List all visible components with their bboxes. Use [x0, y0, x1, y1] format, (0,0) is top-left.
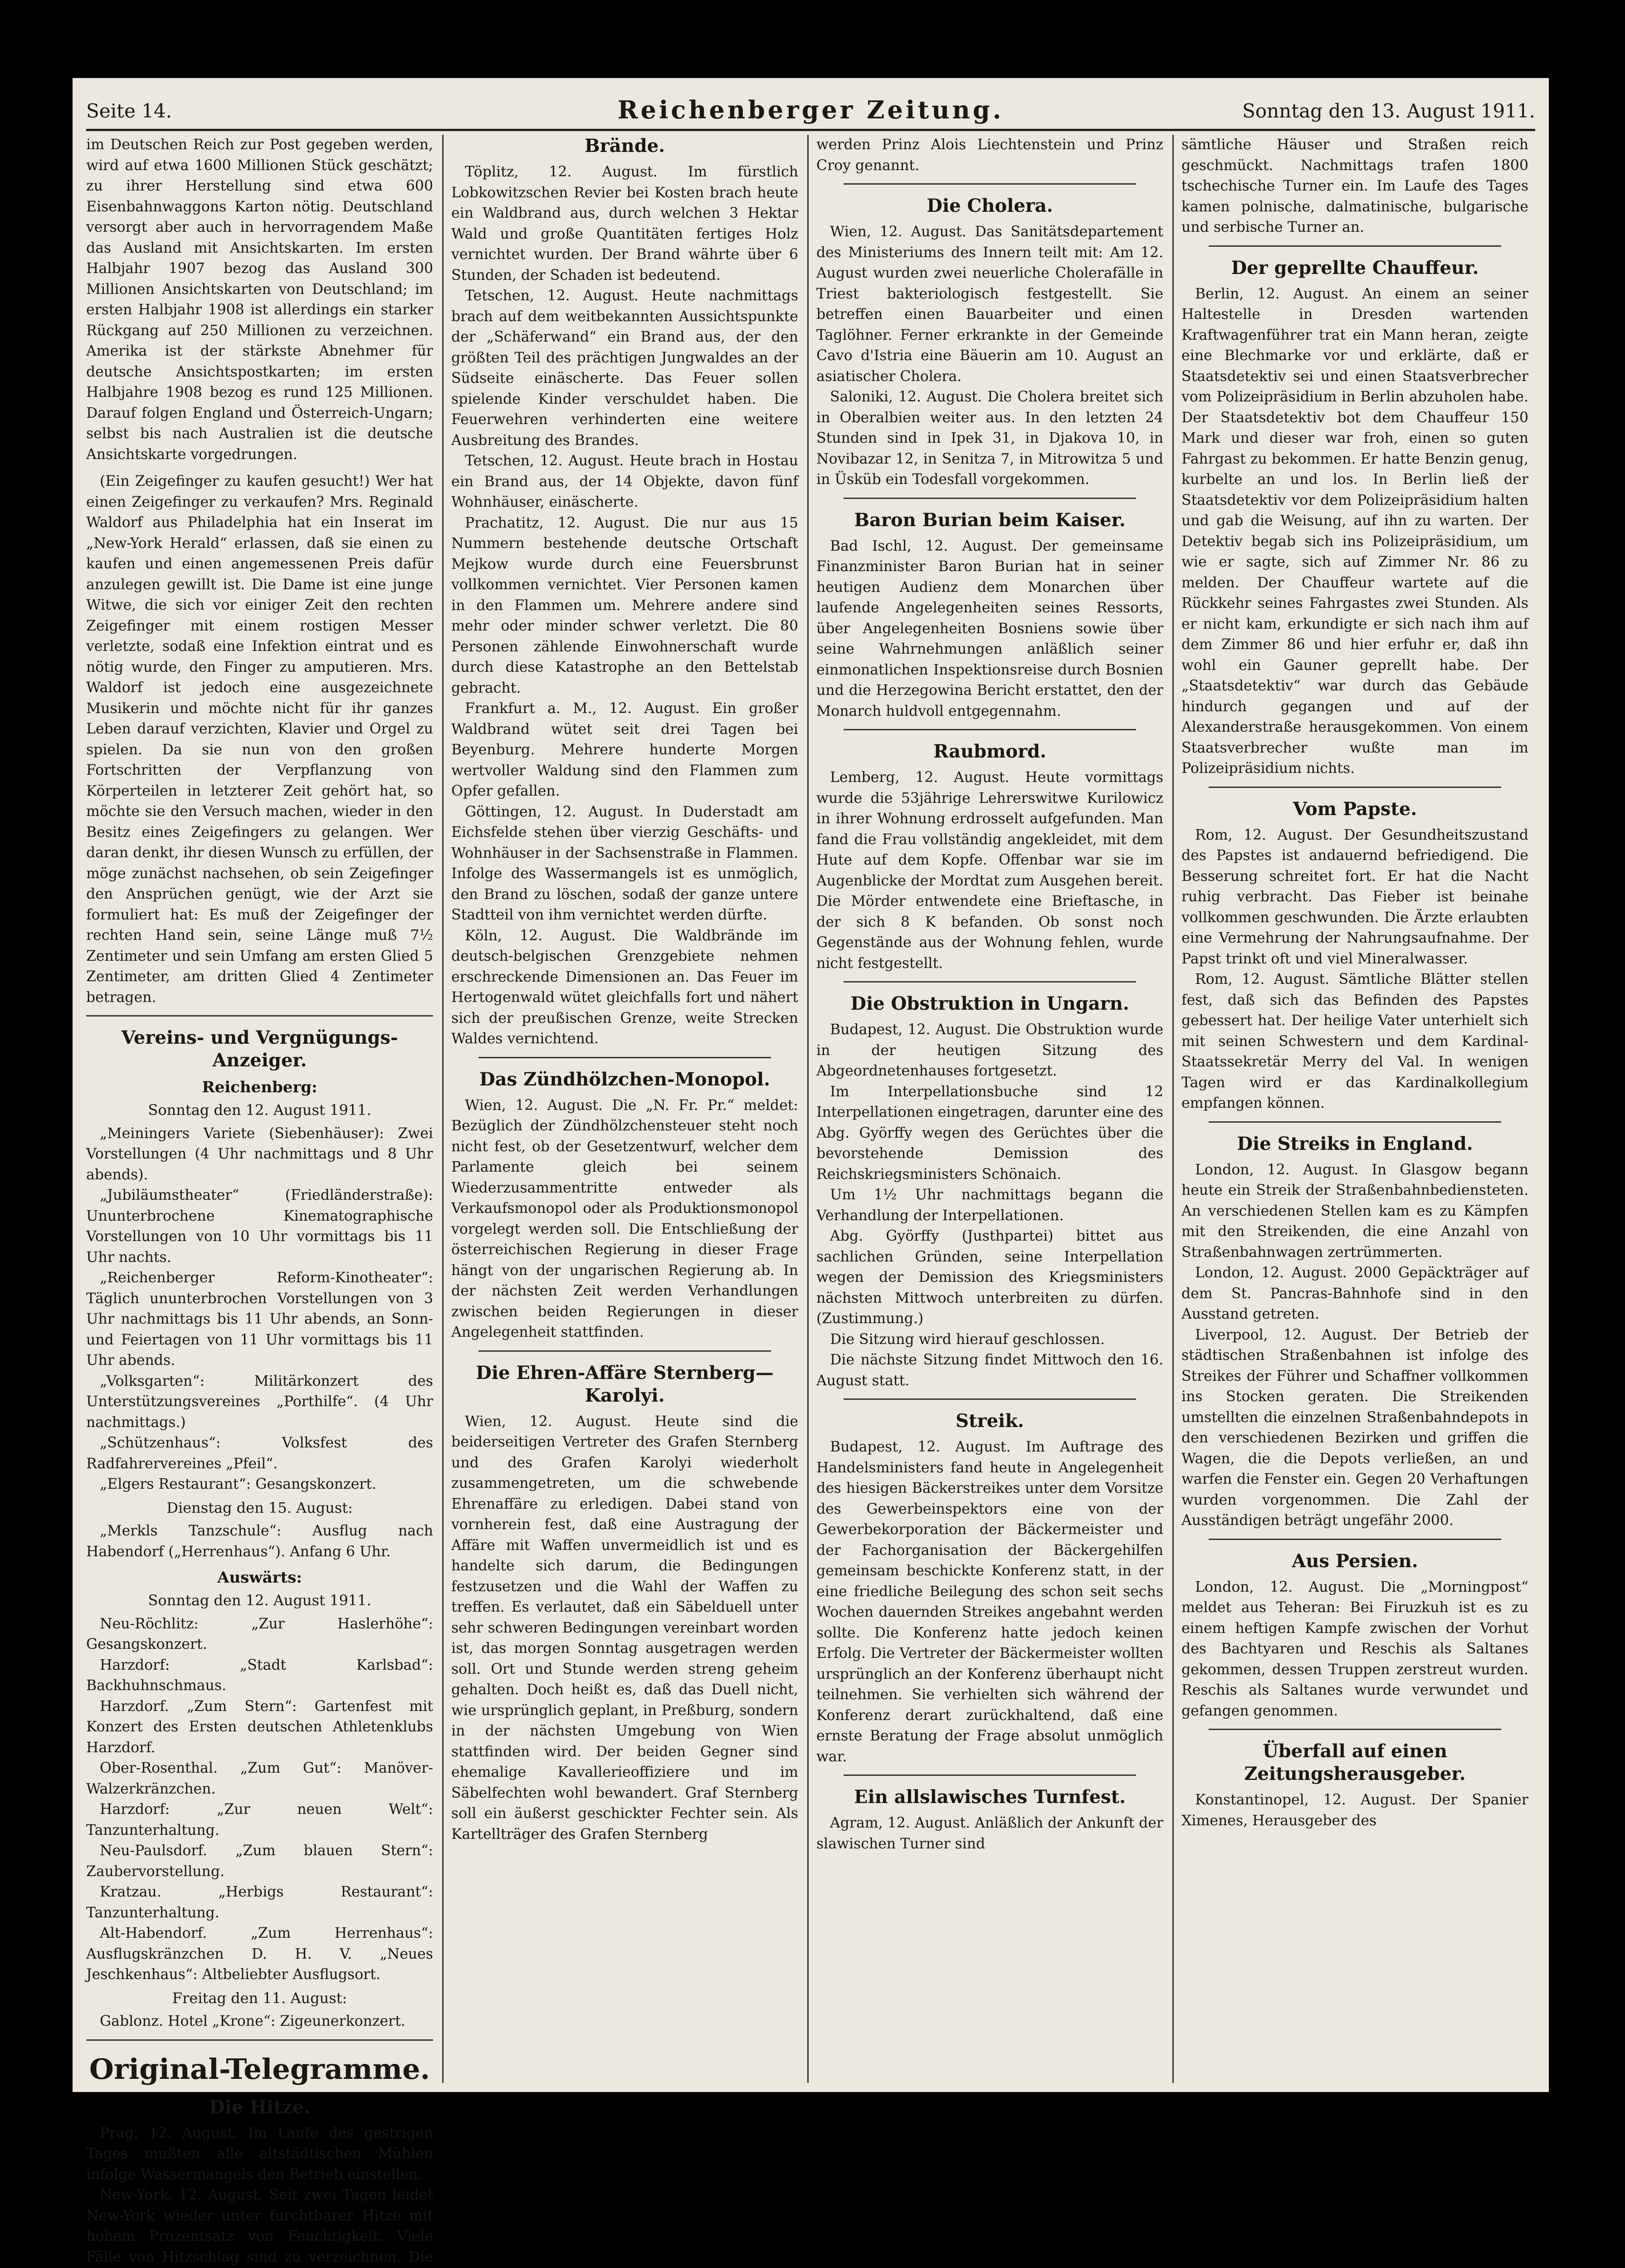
listing: Kratzau. „Herbigs Restaurant“: Tanzunterhaltung. — [86, 1884, 433, 1921]
telegrams-heading: Original-Telegramme. — [89, 2052, 430, 2086]
article-paragraph: Um 1½ Uhr nachmittags begann die Verhandlung der Interpellationen. — [816, 1187, 1163, 1224]
section-divider — [1209, 1121, 1501, 1123]
listing: Neu-Röchlitz: „Zur Haslerhöhe“: Gesangskonzert. — [86, 1615, 433, 1652]
listing: Ober-Rosenthal. „Zum Gut“: Manöver-Walzerkränzchen. — [86, 1760, 433, 1797]
listing: „Meiningers Variete (Siebenhäuser): Zwei Vorstellungen (4 Uhr nachmittags und 8 Uhr abends). — [86, 1125, 433, 1183]
issue-date: Sonntag den 13. August 1911. — [1242, 100, 1535, 122]
article-paragraph: Bad Ischl, 12. August. Der gemeinsame Finanzminister Baron Burian hat in seiner heutigen Audienz dem Monarchen über laufende Angelegenheiten seines Ressorts, über Angelegenheiten Bosniens sowie über seine Wahrnehmungen anläßlich seiner einmonatlichen Inspektionsreise durch Bosnien und die Herzegowina Bericht erstattet, den der Monarch huldvoll entgegennahm. — [816, 538, 1163, 719]
article-paragraph: London, 12. August. In Glasgow begann heute ein Streik der Straßenbahnbediensteten. An verschiedenen Stellen kam es zu Kämpfen mit den Streikenden, die eine Anzahl von Straßenbahnwagen zertrümmerten. — [1181, 1161, 1528, 1261]
article-paragraph: Göttingen, 12. August. In Duderstadt am Eichsfelde stehen über vierzig Geschäfts- und Wohnhäuser in der Sachsenstraße in Flammen. Infolge des Wassermangels ist es unmöglich, den Brand zu löschen, sodaß der ganze untere Stadtteil von ihm vernichtet werden dürfte. — [451, 803, 798, 923]
article-paragraph: Saloniki, 12. August. Die Cholera breitet sich in Oberalbien weiter aus. In den letzten 24 Stunden sind in Ipek 31, in Djakova 10, in Novibazar 12, in Senitza 7, in Mitrowitza 5 und in Üsküb ein Todesfall vorgekommen. — [816, 389, 1163, 488]
article-paragraph: Prag, 12. August. Im Laufe des gestrigen Tages mußten alle altstädtischen Mühlen infolge Wassermangels den Betrieb einstellen. — [86, 2125, 433, 2183]
article-heading: Brände. — [584, 135, 665, 156]
article-paragraph: Agram, 12. August. Anläßlich der Ankunft der slawischen Turner sind — [816, 1815, 1163, 1852]
header-rule — [86, 129, 1535, 131]
article-paragraph: Rom, 12. August. Der Gesundheitszustand des Papstes ist andauernd befriedigend. Die Besserung schreitet fort. Er hat die Nacht ruhig verbracht. Das Fieber ist beinahe vollkommen geschwunden. Die Ärzte erlaubten eine Vermehrung der Nahrungsaufnahme. Der Papst trinkt oft und viel Mineralwasser. — [1181, 826, 1528, 967]
column-4 — [1181, 135, 1528, 2087]
article-paragraph: Konstantinopel, 12. August. Der Spanier Ximenes, Herausgeber des — [1181, 1792, 1528, 1829]
listing: Harzdorf: „Stadt Karlsbad“: Backhuhnschmaus. — [86, 1657, 433, 1694]
listing: „Volksgarten“: Militärkonzert des Unterstützungsvereines „Porthilfe“. (4 Uhr nachmittags.) — [86, 1373, 433, 1431]
section-divider — [86, 1015, 433, 1017]
section-divider — [844, 1398, 1136, 1400]
section-divider — [1209, 787, 1501, 788]
listing: Harzdorf: „Zur neuen Welt“: Tanzunterhaltung. — [86, 1801, 433, 1838]
page-header — [86, 95, 1535, 127]
article-heading: Streik. — [956, 1410, 1024, 1432]
section-divider — [844, 498, 1136, 499]
article-paragraph: Berlin, 12. August. An einem an seiner Haltestelle in Dresden wartenden Kraftwagenführer trat ein Mann heran, zeigte eine Blechmarke vor und erklärte, daß er Staatsdetektiv sei und einen Staatsverbrecher vom Polizeipräsidium in Berlin abzuholen habe. Der Staatsdetektiv bot dem Chauffeur 150 Mark und dieser war froh, einen so guten Fahrgast zu bekommen. Er hatte Benzin genug, kurbelte an und los. In Berlin ließ der Staatsdetektiv vor dem Polizeipräsidium halten und gab die Weisung, auf ihn zu warten. Der Detektiv begab sich ins Polizeipräsidium, um wie er sagte, sich auf Zimmer Nr. 86 zu melden. Der Chauffeur wartete auf die Rückkehr seines Fahrgastes zwei Stunden. Als er nicht kam, erkundigte er sich nach ihm auf dem Zimmer 86 und hier erfuhr er, daß ihn wohl ein Gauner geprellt habe. Der „Staatsdetektiv“ war durch das Gebäude hindurch gegangen und auf der Alexanderstraße herausgekommen. Von einem Staatsverbrecher wußte man im Polizeipräsidium nichts. — [1181, 285, 1528, 777]
article-paragraph: New-York, 12. August. Seit zwei Tagen leidet New-York wieder unter furchtbarer Hitze mit hohem Prozentsatz von Feuchtigkeit. Viele Fälle von Hitzschlag sind zu verzeichnen. Die — [86, 2187, 433, 2265]
article-paragraph: Köln, 12. August. Die Waldbrände im deutsch-belgischen Grenzgebiete nehmen erschreckende Dimensionen an. Das Feuer im Hertogenwald wütet gleichfalls fort und nähert sich der preußischen Grenze, weite Strecken Waldes vernichtend. — [451, 927, 798, 1047]
article-paragraph: Budapest, 12. August. Die Obstruktion wurde in der heutigen Sitzung des Abgeordnetenhauses fortgesetzt. — [816, 1022, 1163, 1079]
column-3 — [816, 135, 1163, 2087]
article-paragraph: sämtliche Häuser und Straßen reich geschmückt. Nachmittags trafen 1800 tschechische Turner ein. Im Laufe des Tages kamen polnische, dalmatinische, bulgarische und serbische Turner an. — [1181, 137, 1528, 235]
article-heading: Das Zündhölzchen-Monopol. — [479, 1068, 771, 1090]
section-divider — [478, 1057, 771, 1058]
article-heading: Vom Papste. — [1293, 798, 1417, 820]
date-line: Sonntag den 12. August 1911. — [148, 1592, 371, 1609]
listing: „Merkls Tanzschule“: Ausflug nach Habendorf („Herrenhaus“). Anfang 6 Uhr. — [86, 1523, 433, 1560]
article-paragraph: werden Prinz Alois Liechtenstein und Prinz Croy genannt. — [816, 137, 1163, 174]
newspaper-page — [73, 78, 1549, 2265]
subheading: Auswärts: — [217, 1569, 302, 1587]
date-line: Dienstag den 15. August: — [166, 1499, 353, 1516]
article-heading: Die Streiks in England. — [1237, 1133, 1473, 1154]
article-paragraph: (Ein Zeigefinger zu kaufen gesucht!) Wer hat einen Zeigefinger zu verkaufen? Mrs. Reginald Waldorf aus Philadelphia hat ein Inserat im „New-York Herald“ erlassen, daß sie einen zu kaufen und einen angemessenen Preis dafür anzulegen gewillt ist. Die Dame ist eine junge Witwe, die sich vor einiger Zeit den rechten Zeigefinger mit einem rostigen Messer verletzte, sodaß eine Infektion eintrat und es nötig wurde, den Finger zu amputieren. Mrs. Waldorf ist jedoch eine ausgezeichnete Musikerin und möchte nicht für ihr ganzes Leben darauf verzichten, Klavier und Orgel zu spielen. Da sie nun von den großen Fortschritten der Verpflanzung von Körperteilen in letzterer Zeit gehört hat, so möchte sie den Versuch machen, wieder in den Besitz eines Zeigefingers zu gelangen. Wer daran denkt, ihr diesen Wunsch zu erfüllen, der möge zunächst nachsehen, ob sein Zeigefinger den Ansprüchen genügt, wie der Arzt sie formuliert hat: Es muß der Zeigefinger der rechten Hand sein, seine Länge muß 7½ Zentimeter und sein Umfang am ersten Glied 5 Zentimeter, am dritten Glied 4 Zentimeter betragen. — [86, 473, 433, 1006]
section-divider — [844, 183, 1136, 185]
article-paragraph: Im Interpellationsbuche sind 12 Interpellationen eingetragen, darunter eine des Abg. Györffy wegen des Gerüchtes über die bevorstehende Demission des Reichskriegsministers Schönaich. — [816, 1083, 1163, 1183]
article-heading: Die Hitze. — [209, 2096, 310, 2118]
listing: „Elgers Restaurant“: Gesangskonzert. — [100, 1476, 376, 1492]
article-heading: Raubmord. — [933, 741, 1047, 762]
article-paragraph: Die nächste Sitzung findet Mittwoch den 16. August statt. — [816, 1352, 1163, 1389]
section-divider — [1209, 1729, 1501, 1730]
article-heading: Der geprellte Chauffeur. — [1231, 257, 1479, 279]
date-line: Sonntag den 12. August 1911. — [148, 1101, 371, 1119]
section-divider — [844, 1774, 1136, 1776]
date-line: Freitag den 11. August: — [172, 1989, 347, 2007]
article-paragraph: Budapest, 12. August. Im Auftrage des Handelsministers fand heute in Angelegenheit des hiesigen Bäckerstreikes unter dem Vorsitze des Gewerbeinspektors eine von der Gewerbekorporation der Bäckermeister und der Fachorganisation der Bäckergehilfen gemeinsam beschickte Konferenz statt, in der eine friedliche Beilegung des schon seit sechs Wochen dauernden Streikes angebahnt werden sollte. Die Konferenz hatte jedoch keinen Erfolg. Die Vertreter der Bäckermeister wollten ursprünglich an der Konferenz überhaupt nicht teilnehmen. Sie verhielten sich während der Konferenz derart zurückhaltend, daß eine ernste Beratung der Frage absolut unmöglich war. — [816, 1439, 1163, 1765]
listing: Gablonz. Hotel „Krone“: Zigeunerkonzert. — [100, 2013, 405, 2029]
article-heading: Die Ehren-Affäre Sternberg—Karolyi. — [476, 1362, 774, 1406]
article-paragraph: Töplitz, 12. August. Im fürstlich Lobkowitzschen Revier bei Kosten brach heute ein Waldbrand aus, durch welchen 3 Hektar Wald und große Quantitäten fertiges Holz vernichtet wurden. Der Brand währte über 6 Stunden, der Schaden ist bedeutend. — [451, 164, 798, 284]
article-heading: Die Cholera. — [927, 195, 1053, 216]
listing: „Jubiläumstheater“ (Friedländerstraße): Ununterbrochene Kinematographische Vorstellungen von 10 Uhr vormittags bis 11 Uhr nachts. — [86, 1187, 433, 1266]
column-1 — [86, 135, 433, 2265]
article-heading: Überfall auf einen Zeitungsherausgeber. — [1244, 1740, 1466, 1784]
article-heading: Die Obstruktion in Ungarn. — [850, 993, 1129, 1014]
section-divider — [1209, 1539, 1501, 1540]
article-paragraph: Rom, 12. August. Sämtliche Blätter stellen fest, daß sich das Befinden des Papstes gebessert hat. Der heilige Vater unterhielt sich mit seinen Schwestern und dem Kardinal-Staatssekretär Merry del Val. In wenigen Tagen wird er das Kardinalkollegium empfangen können. — [1181, 971, 1528, 1111]
article-paragraph: Prachatitz, 12. August. Die nur aus 15 Nummern bestehende deutsche Ortschaft Mejkow wurde durch eine Feuersbrunst vollkommen vernichtet. Vier Personen kamen in den Flammen um. Mehrere andere sind mehr oder minder schwer verletzt. Die 80 Personen zählende Einwohnerschaft wurde durch diese Katastrophe an den Bettelstab gebracht. — [451, 514, 798, 696]
article-paragraph: Tetschen, 12. August. Heute brach in Hostau ein Brand aus, der 14 Objekte, davon fünf Wohnhäuser, einäscherte. — [451, 453, 798, 510]
article-heading: Aus Persien. — [1292, 1550, 1418, 1572]
article-paragraph: London, 12. August. Die „Morningpost“ meldet aus Teheran: Bei Firuzkuh ist es zu einem heftigen Kampfe zwischen der Vorhut des Bachtyaren und Reschis als Saltanes gekommen, dessen Truppen zerstreut wurden. Reschis als Saltanes wurde verwundet und gefangen genommen. — [1181, 1579, 1528, 1719]
article-paragraph: Wien, 12. August. Heute sind die beiderseitigen Vertreter des Grafen Sternberg und des Grafen Karolyi wiederholt zusammengetreten, um die schwebende Ehrenaffäre zu erledigen. Dabei stand von vornherein fest, daß eine Austragung der Affäre mit Waffen unvermeidlich ist und es handelte sich darum, die Bedingungen festzusetzen und die Wahl der Waffen zu treffen. Es verlautet, daß ein Säbelduell unter sehr schweren Bedingungen vereinbart worden ist, das morgen Sonntag ausgetragen werden soll. Ort und Stunde werden streng geheim gehalten. Doch heißt es, daß das Duell nicht, wie ursprünglich geplant, in Preßburg, sondern in der nächsten Umgebung von Wien stattfinden wird. Der beiden Gegner sind ehemalige Kavallerieoffiziere und im Säbelfechten wohl bewandert. Graf Sternberg soll ein äußerst geschickter Fechter sein. Als Kartellträger des Grafen Sternberg — [451, 1413, 798, 1843]
article-paragraph: Wien, 12. August. Das Sanitätsdepartement des Ministeriums des Innern teilt mit: Am 12. August wurden zwei neuerliche Cholerafälle in Triest bakteriologisch festgestellt. Sie betreffen einen Bauarbeiter und einen Taglöhner. Ferner erkrankte in der Gemeinde Cavo d'Istria eine Bäuerin am 10. August an asiatischer Cholera. — [816, 224, 1163, 385]
section-divider — [1209, 245, 1501, 247]
listing: Neu-Paulsdorf. „Zum blauen Stern“: Zaubervorstellung. — [86, 1843, 433, 1880]
article-paragraph: Frankfurt a. M., 12. August. Ein großer Waldbrand wütet seit drei Tagen bei Beyenburg. Mehrere hunderte Morgen wertvoller Waldung sind den Flammen zum Opfer gefallen. — [451, 700, 798, 799]
column-divider — [807, 135, 809, 2083]
article-paragraph: Tetschen, 12. August. Heute nachmittags brach auf dem weitbekannten Aussichtspunkte der „Schäferwand“ ein Brand aus, der den größten Teil des prächtigen Jungwaldes an der Südseite einäscherte. Das Feuer sollen spielende Kinder verschuldet haben. Die Feuerwehren verhinderten eine weitere Ausbreitung des Brandes. — [451, 288, 798, 449]
article-paragraph: im Deutschen Reich zur Post gegeben werden, wird auf etwa 1600 Millionen Stück geschätzt; zu ihrer Herstellung sind etwa 600 Eisenbahnwaggons Karton nötig. Deutschland versorgt aber auch in hervorragendem Maße das Ausland mit Ansichtskarten. Im ersten Halbjahr 1907 bezog das Ausland 300 Millionen Ansichtskarten von Deutschland; im ersten Halbjahr 1908 ist allerdings ein starker Rückgang auf 250 Millionen zu verzeichnen. Amerika ist der stärkste Abnehmer für deutsche Ansichtspostkarten; im ersten Halbjahre 1908 bezog es rund 125 Millionen. Darauf folgen England und Österreich-Ungarn; selbst bis nach Australien ist die deutsche Ansichtskarte vorgedrungen. — [86, 137, 433, 463]
section-divider — [844, 729, 1136, 730]
column-divider — [442, 135, 444, 2083]
section-divider — [478, 1350, 771, 1352]
newspaper-title: Reichenberger Zeitung. — [617, 95, 1004, 124]
listing: „Reichenberger Reform-Kinotheater“: Täglich ununterbrochen Vorstellungen von 3 Uhr nachmittags bis 11 Uhr abends, an Sonn- und Feiertagen von 11 Uhr vormittags bis 11 Uhr abends. — [86, 1270, 433, 1369]
article-heading: Baron Burian beim Kaiser. — [854, 509, 1126, 531]
article-paragraph: Wien, 12. August. Die „N. Fr. Pr.“ meldet: Bezüglich der Zündhölzchensteuer steht noch nicht fest, ob der Gesetzentwurf, welcher dem Parlamente gleich bei seinem Wiederzusammentritte entweder als Verkaufsmonopol oder als Produktionsmonopol vorgelegt werden soll. Die Entschließung der österreichischen Regierung in dieser Frage hängt von der ungarischen Regierung ab. In der nächsten Zeit werden Verhandlungen zwischen beiden Regierungen in dieser Angelegenheit stattfinden. — [451, 1097, 798, 1340]
article-paragraph: Liverpool, 12. August. Der Betrieb der städtischen Straßenbahnen ist infolge des Streikes der Führer und Schaffner vollkommen ins Stocken geraten. Die Streikenden umstellten die einzelnen Straßenbahndepots in den verschiedenen Bezirken und griffen die Wagen, die die Depots verließen, an und warfen die Fenster ein. Gegen 20 Verhaftungen wurden vorgenommen. Die Zahl der Ausständigen beträgt ungefähr 2000. — [1181, 1326, 1528, 1529]
section-divider — [844, 981, 1136, 982]
article-paragraph: Lemberg, 12. August. Heute vormittags wurde die 53jährige Lehrerswitwe Kurilowicz in ihrer Wohnung erdrosselt aufgefunden. Man fand die Frau vollständig angekleidet, mit dem Hute auf dem Kopfe. Offenbar war sie im Augenblicke der Mordtat zum Ausgehen bereit. Die Mörder entwendete eine Brieftasche, in der sich 8 K befanden. Ob sonst noch Gegenstände aus der Wohnung fehlen, wurde nicht festgestellt. — [816, 769, 1163, 972]
article-paragraph: London, 12. August. 2000 Gepäckträger auf dem St. Pancras-Bahnhofe sind in den Ausstand getreten. — [1181, 1265, 1528, 1322]
subheading: Reichenberg: — [202, 1078, 317, 1096]
article-paragraph: Die Sitzung wird hierauf geschlossen. — [830, 1331, 1105, 1348]
listing: „Schützenhaus“: Volksfest des Radfahrervereines „Pfeil“. — [86, 1435, 433, 1472]
page-number: Seite 14. — [86, 100, 172, 122]
section-divider — [86, 2039, 433, 2041]
section-heading: Vereins- und Vergnügungs-Anzeiger. — [121, 1027, 398, 1071]
listing: Harzdorf. „Zum Stern“: Gartenfest mit Konzert des Ersten deutschen Athletenklubs Harzdorf. — [86, 1698, 433, 1756]
article-heading: Ein allslawisches Turnfest. — [854, 1786, 1126, 1808]
column-2 — [451, 135, 798, 2087]
column-divider — [1172, 135, 1174, 2083]
listing: Alt-Habendorf. „Zum Herrenhaus“: Ausflugskränzchen D. H. V. „Neues Jeschkenhaus“: Altbeliebter Ausflugsort. — [86, 1925, 433, 1983]
article-paragraph: Abg. Györffy (Justhpartei) bittet aus sachlichen Gründen, seine Interpellation wegen der Demission des Kriegsministers nächsten Mittwoch unterbreiten zu dürfen. (Zustimmung.) — [816, 1228, 1163, 1327]
